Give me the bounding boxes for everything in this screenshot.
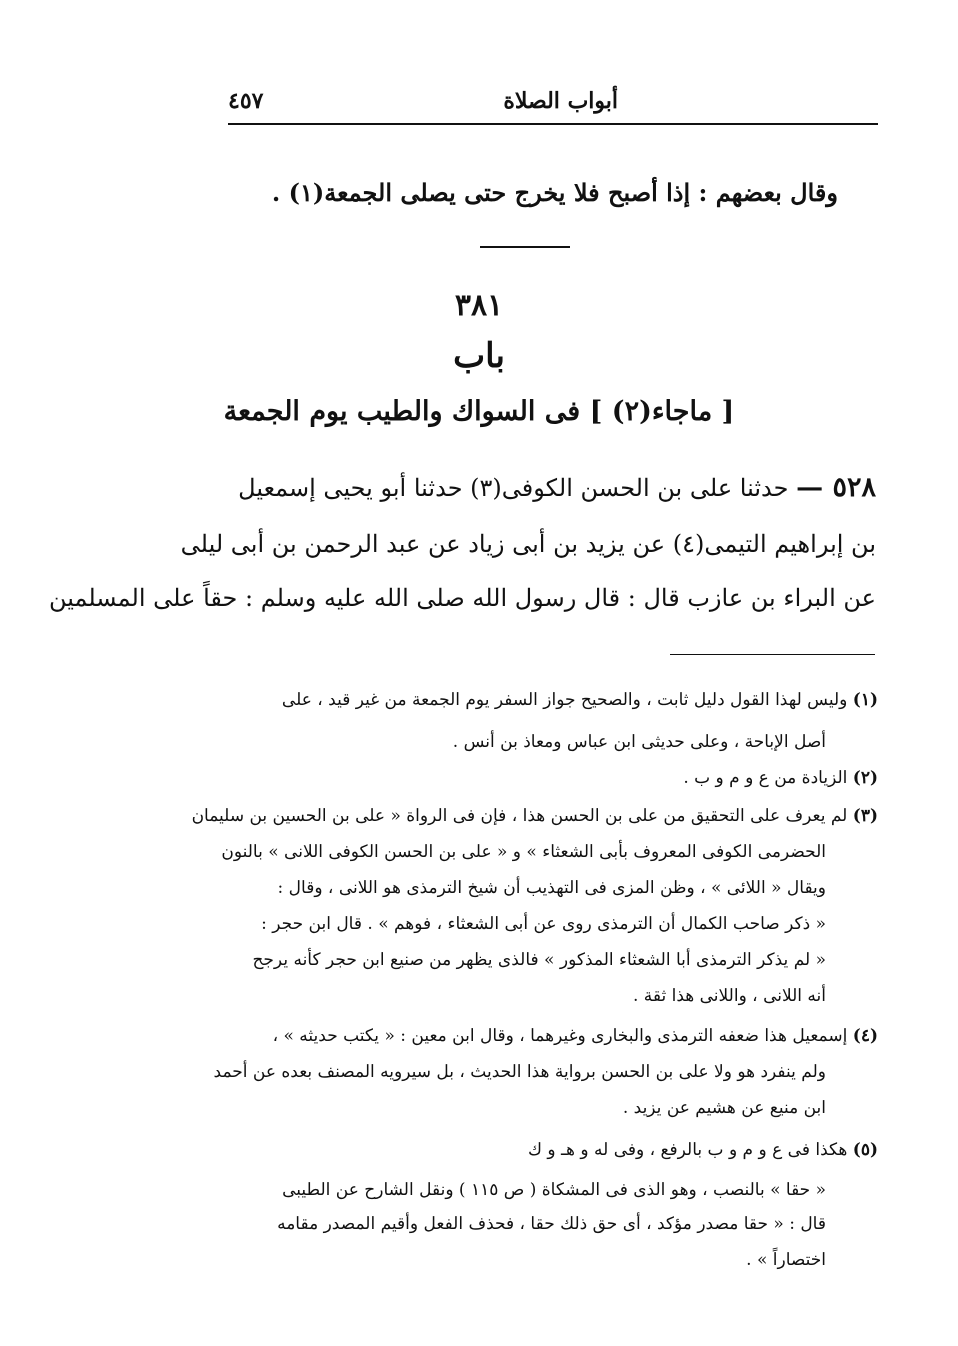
page-number: ٤٥٧ bbox=[228, 88, 264, 114]
hadith-line bbox=[238, 472, 876, 503]
footnote-marker: (٢) bbox=[852, 768, 878, 788]
hadith-line: بن إبراهيم التيمى(٤) عن يزيد بن أبى زياد عن عبد الرحمن بن أبى ليلى bbox=[180, 530, 876, 558]
footnote-line: ابن منيع عن هشيم عن يزيد . bbox=[622, 1098, 826, 1118]
running-header bbox=[228, 88, 878, 120]
running-title: أبواب الصلاة bbox=[503, 88, 618, 114]
footnote-rule bbox=[670, 654, 875, 655]
footnote-line: « حقا » بالنصب ، وهو الذى فى المشكاة ( ص ١١٥ ) ونقل الشارح عن الطيبى bbox=[282, 1180, 826, 1200]
footnote-line: ويقال « اللائى » ، وظن المزى فى التهذيب أن شيخ الترمذى هو اللانى ، وقال : bbox=[277, 878, 826, 898]
section-divider bbox=[480, 246, 570, 248]
footnote-line: الحضرمى الكوفى المعروف بأبى الشعثاء » و « على بن الحسن الكوفى اللانى » بالنون bbox=[221, 842, 826, 862]
footnote-text: إسمعيل هذا ضعفه الترمذى والبخارى وغيرهما ، وقال ابن معين : « يكتب حديثه » ، bbox=[272, 1026, 848, 1046]
footnote-line bbox=[282, 690, 878, 710]
hadith-line: عن البراء بن عازب قال : قال رسول الله صلى الله عليه وسلم : حقاً على المسلمين bbox=[48, 584, 876, 612]
footnote-line: « لم يذكر الترمذى أبا الشعثاء المذكور » فالذى يظهر من صنيع ابن حجر كأنه يرجح bbox=[252, 950, 826, 970]
hadith-text: حدثنا على بن الحسن الكوفى(٣) حدثنا أبو يحيى إسمعيل bbox=[238, 474, 789, 502]
chapter-word: باب bbox=[453, 336, 505, 376]
header-rule bbox=[228, 123, 878, 125]
hadith-number: ٥٢٨ — bbox=[796, 472, 876, 503]
footnote-line: أصل الإباحة ، وعلى حديثى ابن عباس ومعاذ بن أنس . bbox=[452, 732, 826, 752]
footnote-line bbox=[683, 768, 878, 788]
footnote-text: هكذا فى ع و م و ب بالرفع ، وفى له و هـ و ك bbox=[528, 1140, 848, 1160]
chapter-number: ٣٨١ bbox=[454, 288, 504, 323]
footnote-line bbox=[273, 1026, 878, 1046]
footnote-line bbox=[528, 1140, 878, 1160]
footnote-line: قال : « حقا مصدر مؤكد ، أى حق ذلك حقا ، فحذف الفعل وأقيم المصدر مقامه bbox=[277, 1214, 826, 1234]
footnote-text: وليس لهذا القول دليل ثابت ، والصحيح جواز السفر يوم الجمعة من غير قيد ، على bbox=[281, 690, 848, 710]
footnote-line: أنه اللانى ، واللانى هذا ثقة . bbox=[632, 986, 826, 1006]
footnote-line: اختصاراً » . bbox=[746, 1250, 826, 1270]
footnote-marker: (٥) bbox=[852, 1140, 878, 1160]
footnote-text: لم يعرف على التحقيق من على بن الحسن هذا ، فإن فى الرواة « على بن الحسين بن سليمان bbox=[191, 806, 848, 826]
footnote-line bbox=[192, 806, 878, 826]
footnote-marker: (٤) bbox=[852, 1026, 878, 1046]
footnote-line: « ذكر صاحب الكمال أن الترمذى روى عن أبى الشعثاء ، فوهم » . قال ابن حجر : bbox=[261, 914, 826, 934]
chapter-title: [ ماجاء(٢) ] فى السواك والطيب يوم الجمعة bbox=[223, 396, 735, 427]
footnote-text: الزيادة من ع و م و ب . bbox=[683, 768, 848, 788]
footnote-line: ولم ينفرد هو ولا على بن الحسن برواية هذا الحديث ، بل سيرويه المصنف بعده عن أحمد bbox=[213, 1062, 826, 1082]
footnote-marker: (٣) bbox=[852, 806, 878, 826]
footnote-marker: (١) bbox=[852, 690, 878, 710]
opening-statement: وقال بعضهم : إذا أصبح فلا يخرج حتى يصلى الجمعة(١) . bbox=[271, 178, 838, 207]
